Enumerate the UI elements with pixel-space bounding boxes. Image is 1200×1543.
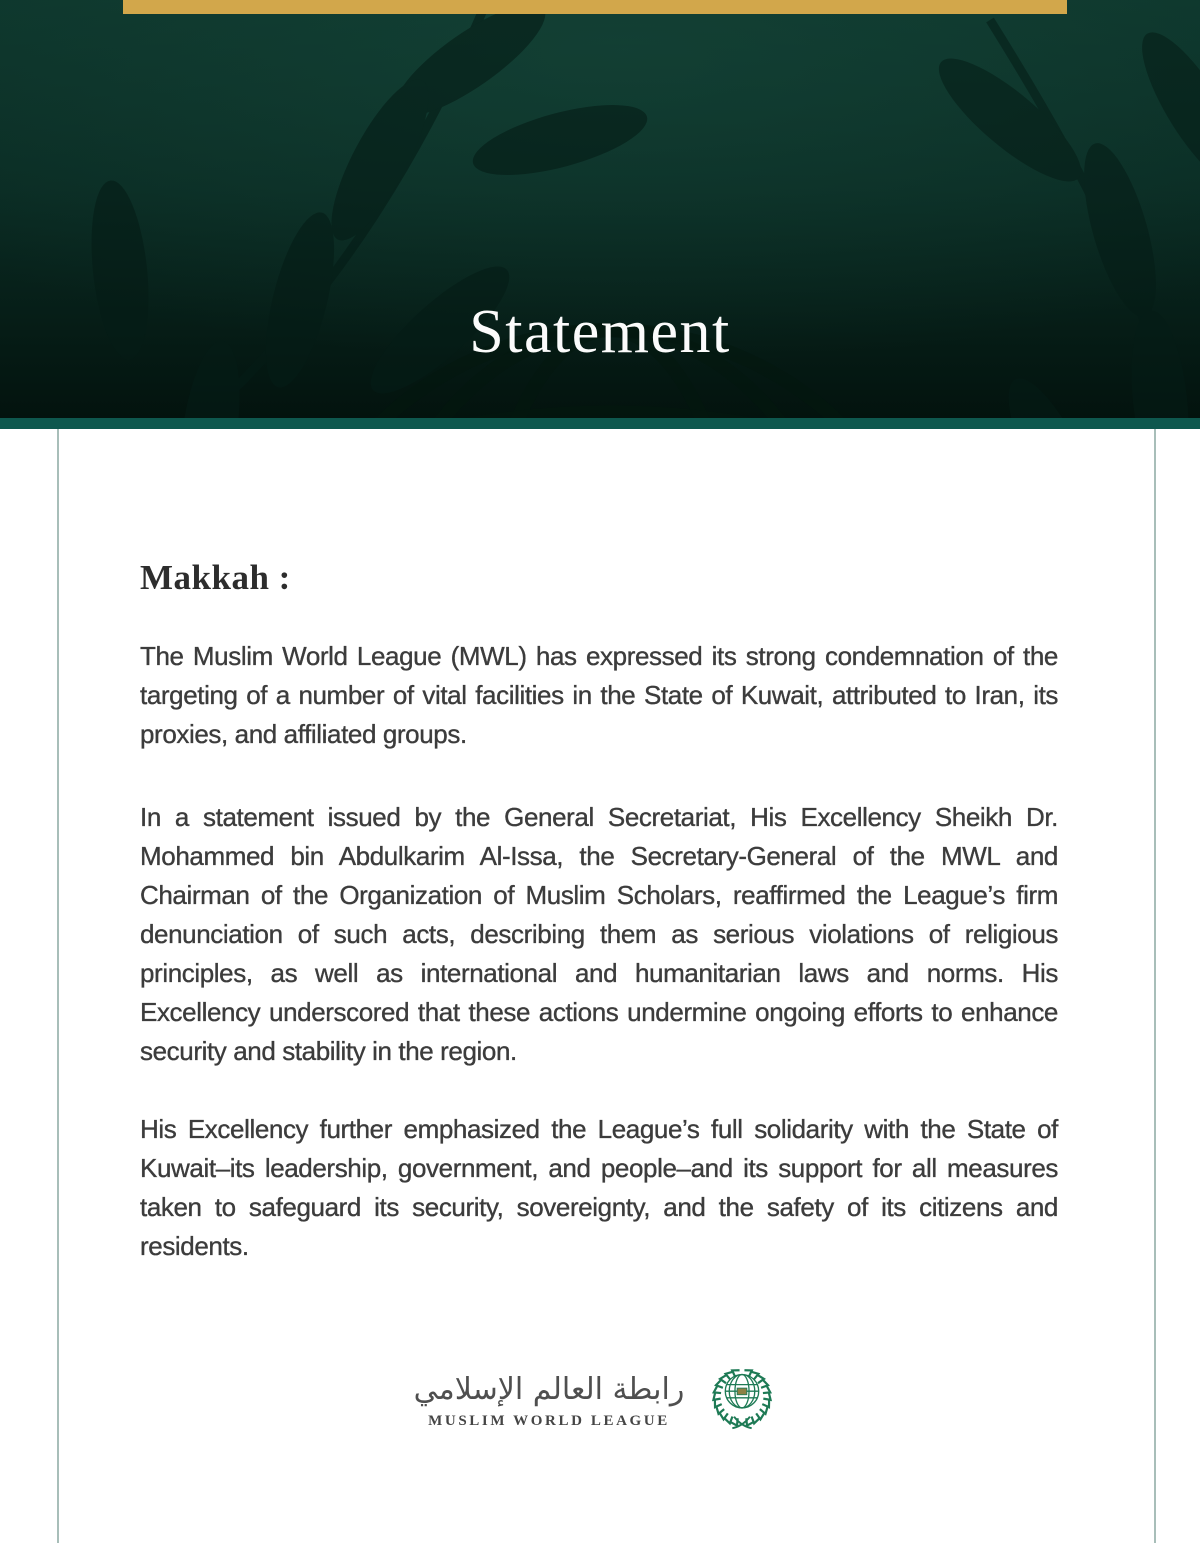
mwl-emblem-icon xyxy=(698,1356,786,1444)
teal-divider xyxy=(0,418,1200,429)
emblem-wreath-stems xyxy=(733,1417,752,1428)
mwl-english-wordmark: MUSLIM WORLD LEAGUE xyxy=(428,1413,670,1429)
header-banner xyxy=(0,0,1200,418)
mwl-logo xyxy=(0,1356,1200,1444)
mwl-arabic-wordmark: رابطة العالم الإسلامي xyxy=(413,1372,685,1407)
gold-accent-bar xyxy=(123,0,1067,14)
paragraph-1: The Muslim World League (MWL) has expressed its strong condemnation of the targeting of a number of vital facilities in the State of Kuwait, attributed to Iran, its proxies, and affiliated groups. xyxy=(140,641,1058,749)
paragraph-3: His Excellency further emphasized the League’s full solidarity with the State of Kuwait–its leadership, government, and people–and its support for all measures taken to safeguard its security, sovereignty, and the safety of its citizens and residents. xyxy=(140,1114,1058,1261)
emblem-center-band xyxy=(738,1388,748,1395)
dateline-heading: Makkah : xyxy=(140,558,291,597)
page-title: Statement xyxy=(469,298,731,366)
mwl-logo-wordmarks xyxy=(414,1370,685,1430)
paragraph-2: In a statement issued by the General Secretariat, His Excellency Sheikh Dr. Mohammed bin Abdulkarim Al-Issa, the Secretary-General of the MWL and Chairman of the Organization of Muslim Scholars, reaffirmed the League’s firm denunciation of such acts, describing them as serious violations of religious principles, as well as international and humanitarian laws and norms. His Excellency underscored that these actions undermine ongoing efforts to enhance security and stability in the region. xyxy=(140,802,1058,1066)
